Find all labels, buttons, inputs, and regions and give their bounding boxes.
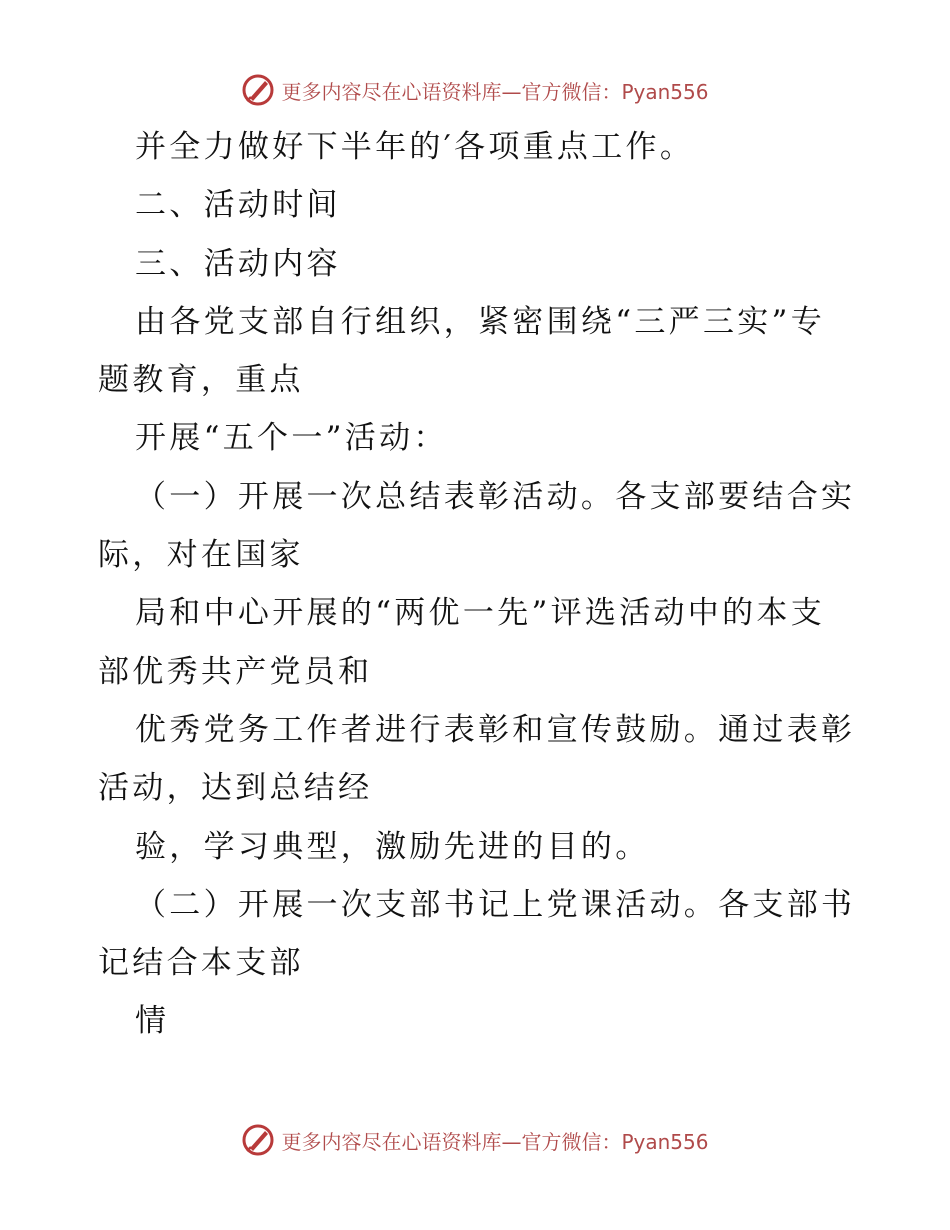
header-watermark-banner <box>0 70 950 110</box>
text-line: 记结合本支部 <box>98 945 304 982</box>
text-line: 局和中心开展的“两优一先”评选活动中的本支 <box>135 595 825 632</box>
text-line: 并全力做好下半年的′各项重点工作。 <box>135 129 695 165</box>
text-line: 际，对在国家 <box>98 537 304 574</box>
quill-seal-icon <box>241 73 275 107</box>
text-line: 验，学习典型，激励先进的目的。 <box>135 828 650 865</box>
text-line: 活动，达到总结经 <box>98 770 373 807</box>
header-watermark-text: 更多内容尽在心语资料库—官方微信：Pyan556 <box>281 79 709 104</box>
text-line: 由各党支部自行组织，紧密围绕“三严三实”专 <box>135 303 825 340</box>
footer-watermark-banner <box>0 1120 950 1160</box>
section-heading: 三、活动内容 <box>135 245 341 282</box>
footer-watermark <box>241 1123 708 1157</box>
text-line: 部优秀共产党员和 <box>98 653 373 690</box>
text-line: 题教育，重点 <box>98 362 304 399</box>
text-line: 情 <box>135 1003 170 1040</box>
header-watermark <box>241 73 708 107</box>
section-heading: 二、活动时间 <box>135 187 341 224</box>
document-body <box>98 118 858 1051</box>
text-line: 开展“五个一”活动： <box>135 420 448 457</box>
text-line: （一）开展一次总结表彰活动。各支部要结合实 <box>135 478 856 515</box>
text-line: 优秀党务工作者进行表彰和宣传鼓励。通过表彰 <box>135 711 856 748</box>
quill-seal-icon <box>241 1123 275 1157</box>
footer-watermark-text: 更多内容尽在心语资料库—官方微信：Pyan556 <box>281 1129 709 1154</box>
text-line: （二）开展一次支部书记上党课活动。各支部书 <box>135 886 856 923</box>
